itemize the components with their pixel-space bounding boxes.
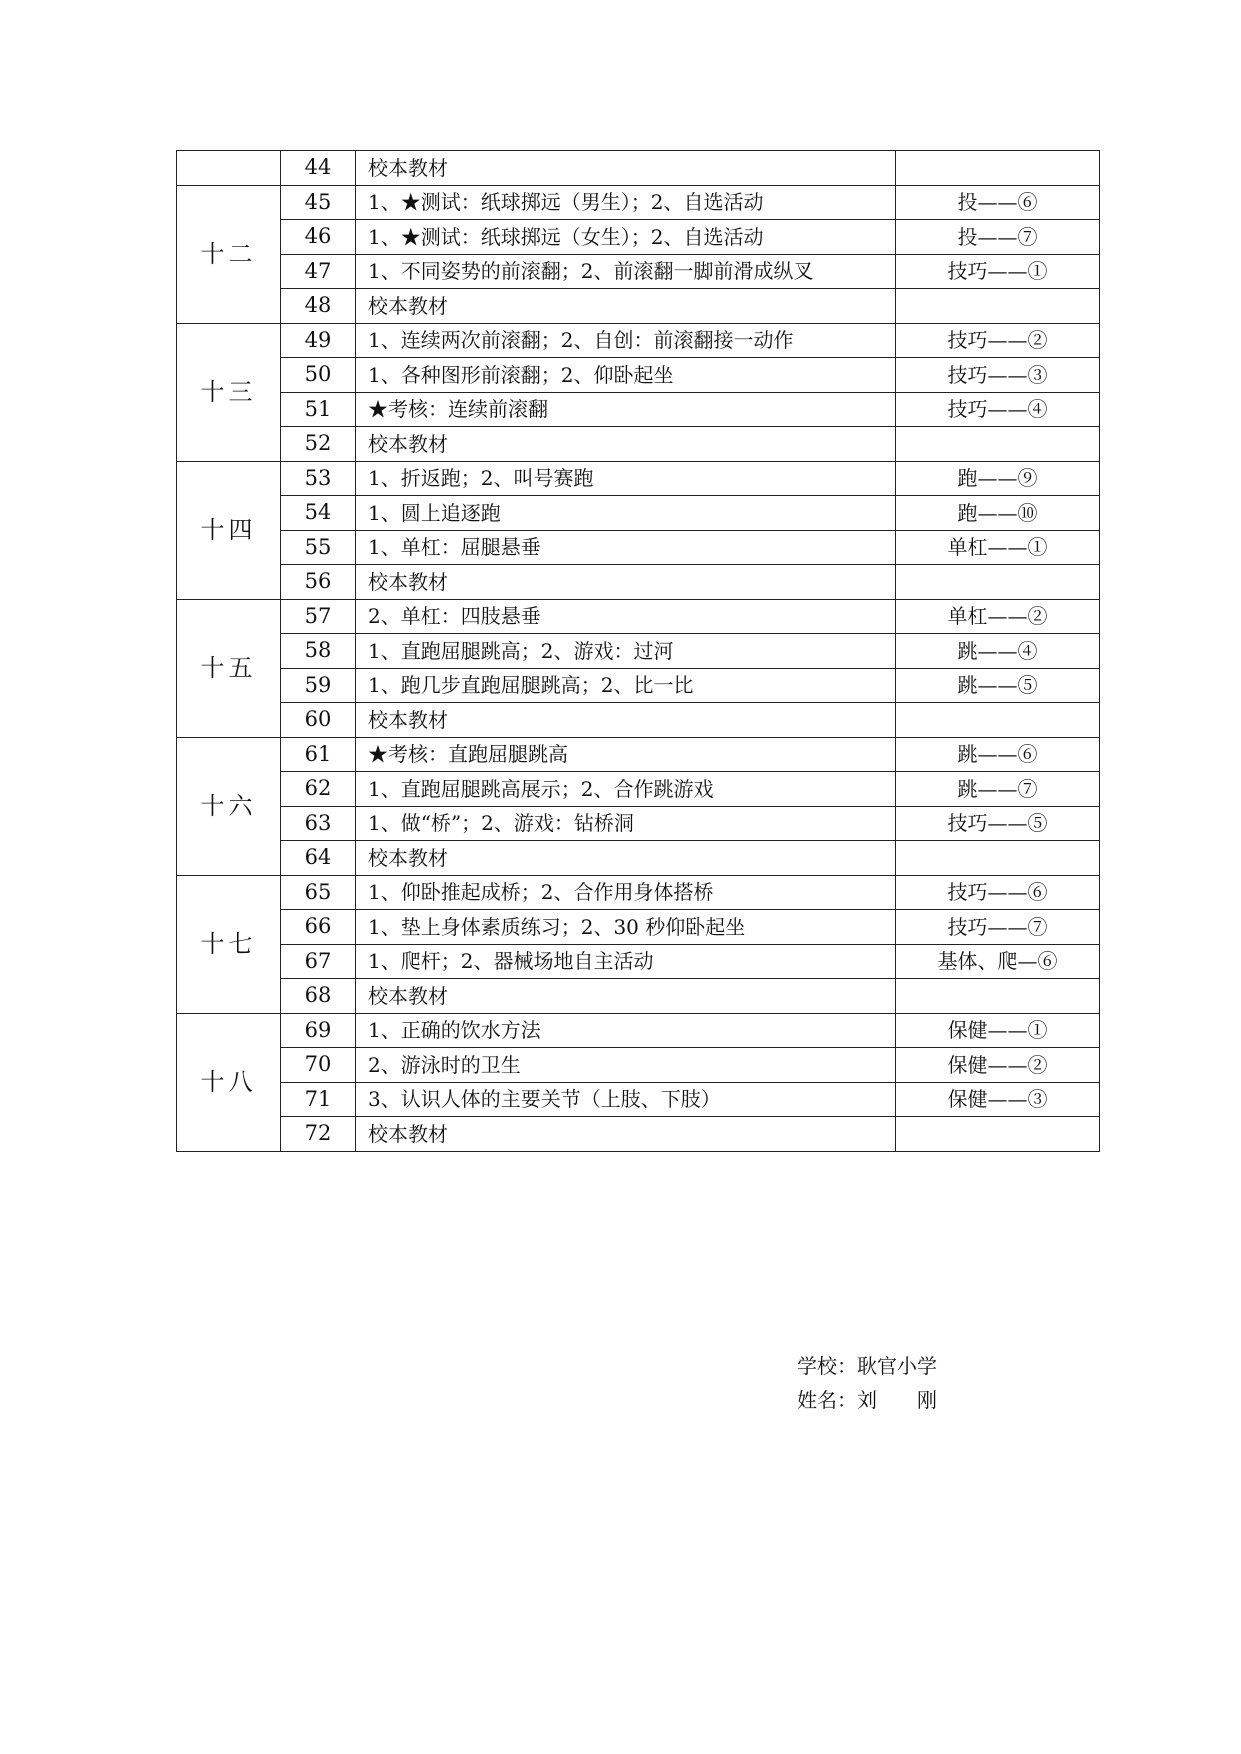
lesson-content-cell: 1、连续两次前滚翻；2、自创：前滚翻接一动作 bbox=[356, 323, 896, 358]
table-row bbox=[177, 634, 1100, 669]
lesson-number-cell: 52 bbox=[281, 427, 356, 462]
table-row bbox=[177, 841, 1100, 876]
textbook-code-cell: 跳——⑦ bbox=[896, 772, 1100, 807]
textbook-code-cell bbox=[896, 841, 1100, 876]
textbook-code-cell bbox=[896, 427, 1100, 462]
lesson-content-cell: 1、正确的饮水方法 bbox=[356, 1013, 896, 1048]
textbook-code-cell: 单杠——② bbox=[896, 599, 1100, 634]
table-row bbox=[177, 668, 1100, 703]
textbook-code-cell: 技巧——④ bbox=[896, 392, 1100, 427]
lesson-number-cell: 57 bbox=[281, 599, 356, 634]
lesson-number-cell: 47 bbox=[281, 254, 356, 289]
week-cell: 十八 bbox=[177, 1013, 281, 1151]
lesson-content-cell: 校本教材 bbox=[356, 151, 896, 186]
lesson-number-cell: 63 bbox=[281, 806, 356, 841]
table-row bbox=[177, 289, 1100, 324]
school-signature: 学校：耿官小学 bbox=[797, 1354, 937, 1378]
lesson-number-cell: 59 bbox=[281, 668, 356, 703]
textbook-code-cell: 投——⑦ bbox=[896, 220, 1100, 255]
lesson-content-cell: 2、游泳时的卫生 bbox=[356, 1048, 896, 1083]
lesson-content-cell: 1、仰卧推起成桥；2、合作用身体搭桥 bbox=[356, 875, 896, 910]
textbook-code-cell: 技巧——⑥ bbox=[896, 875, 1100, 910]
lesson-content-cell: 1、圆上追逐跑 bbox=[356, 496, 896, 531]
week-cell: 十六 bbox=[177, 737, 281, 875]
lesson-number-cell: 50 bbox=[281, 358, 356, 393]
table-row bbox=[177, 806, 1100, 841]
week-cell bbox=[177, 151, 281, 186]
week-cell: 十三 bbox=[177, 323, 281, 461]
textbook-code-cell: 保健——① bbox=[896, 1013, 1100, 1048]
textbook-code-cell: 跳——⑤ bbox=[896, 668, 1100, 703]
lesson-content-cell: 1、直跑屈腿跳高展示；2、合作跳游戏 bbox=[356, 772, 896, 807]
lesson-content-cell: ★考核：直跑屈腿跳高 bbox=[356, 737, 896, 772]
lesson-content-cell: 1、跑几步直跑屈腿跳高；2、比一比 bbox=[356, 668, 896, 703]
textbook-code-cell: 跳——④ bbox=[896, 634, 1100, 669]
table-row bbox=[177, 151, 1100, 186]
table-row bbox=[177, 1048, 1100, 1083]
lesson-content-cell: 1、爬杆；2、器械场地自主活动 bbox=[356, 944, 896, 979]
table-row bbox=[177, 496, 1100, 531]
lesson-content-cell: 1、★测试：纸球掷远（男生）；2、自选活动 bbox=[356, 185, 896, 220]
lesson-number-cell: 71 bbox=[281, 1082, 356, 1117]
lesson-number-cell: 60 bbox=[281, 703, 356, 738]
week-cell: 十七 bbox=[177, 875, 281, 1013]
week-cell: 十五 bbox=[177, 599, 281, 737]
table-row bbox=[177, 737, 1100, 772]
table-row bbox=[177, 875, 1100, 910]
textbook-code-cell: 跑——⑨ bbox=[896, 461, 1100, 496]
table-row bbox=[177, 358, 1100, 393]
lesson-number-cell: 48 bbox=[281, 289, 356, 324]
textbook-code-cell: 基体、爬—⑥ bbox=[896, 944, 1100, 979]
table-row bbox=[177, 461, 1100, 496]
textbook-code-cell: 保健——③ bbox=[896, 1082, 1100, 1117]
lesson-number-cell: 72 bbox=[281, 1117, 356, 1152]
lesson-content-cell: 2、单杠：四肢悬垂 bbox=[356, 599, 896, 634]
schedule-table bbox=[176, 150, 1100, 1152]
lesson-number-cell: 68 bbox=[281, 979, 356, 1014]
table-row bbox=[177, 772, 1100, 807]
lesson-content-cell: 校本教材 bbox=[356, 703, 896, 738]
lesson-number-cell: 58 bbox=[281, 634, 356, 669]
lesson-number-cell: 55 bbox=[281, 530, 356, 565]
lesson-number-cell: 53 bbox=[281, 461, 356, 496]
table-row bbox=[177, 185, 1100, 220]
textbook-code-cell bbox=[896, 289, 1100, 324]
table-row bbox=[177, 703, 1100, 738]
textbook-code-cell: 技巧——⑦ bbox=[896, 910, 1100, 945]
lesson-content-cell: 校本教材 bbox=[356, 1117, 896, 1152]
textbook-code-cell bbox=[896, 979, 1100, 1014]
textbook-code-cell: 单杠——① bbox=[896, 530, 1100, 565]
lesson-number-cell: 51 bbox=[281, 392, 356, 427]
lesson-number-cell: 54 bbox=[281, 496, 356, 531]
table-row bbox=[177, 599, 1100, 634]
week-cell: 十四 bbox=[177, 461, 281, 599]
lesson-content-cell: 1、垫上身体素质练习；2、30 秒仰卧起坐 bbox=[356, 910, 896, 945]
lesson-number-cell: 56 bbox=[281, 565, 356, 600]
textbook-code-cell: 技巧——③ bbox=[896, 358, 1100, 393]
table-row bbox=[177, 254, 1100, 289]
table-row bbox=[177, 323, 1100, 358]
textbook-code-cell bbox=[896, 565, 1100, 600]
lesson-content-cell: 1、★测试：纸球掷远（女生）；2、自选活动 bbox=[356, 220, 896, 255]
lesson-number-cell: 62 bbox=[281, 772, 356, 807]
lesson-content-cell: 校本教材 bbox=[356, 427, 896, 462]
textbook-code-cell: 技巧——② bbox=[896, 323, 1100, 358]
lesson-content-cell: 1、直跑屈腿跳高；2、游戏：过河 bbox=[356, 634, 896, 669]
table-row bbox=[177, 530, 1100, 565]
lesson-number-cell: 61 bbox=[281, 737, 356, 772]
lesson-number-cell: 69 bbox=[281, 1013, 356, 1048]
lesson-number-cell: 46 bbox=[281, 220, 356, 255]
lesson-number-cell: 70 bbox=[281, 1048, 356, 1083]
textbook-code-cell: 投——⑥ bbox=[896, 185, 1100, 220]
lesson-content-cell: 1、单杠：屈腿悬垂 bbox=[356, 530, 896, 565]
table-row bbox=[177, 1013, 1100, 1048]
textbook-code-cell: 保健——② bbox=[896, 1048, 1100, 1083]
lesson-number-cell: 49 bbox=[281, 323, 356, 358]
textbook-code-cell bbox=[896, 1117, 1100, 1152]
schedule-body bbox=[177, 151, 1100, 1152]
lesson-number-cell: 65 bbox=[281, 875, 356, 910]
table-row bbox=[177, 910, 1100, 945]
table-row bbox=[177, 1117, 1100, 1152]
textbook-code-cell: 跑——⑩ bbox=[896, 496, 1100, 531]
textbook-code-cell: 技巧——① bbox=[896, 254, 1100, 289]
lesson-content-cell: 校本教材 bbox=[356, 565, 896, 600]
textbook-code-cell bbox=[896, 703, 1100, 738]
name-signature: 姓名：刘 刚 bbox=[797, 1388, 937, 1412]
lesson-content-cell: 1、折返跑；2、叫号赛跑 bbox=[356, 461, 896, 496]
lesson-content-cell: 校本教材 bbox=[356, 979, 896, 1014]
table-row bbox=[177, 1082, 1100, 1117]
lesson-content-cell: 1、各种图形前滚翻；2、仰卧起坐 bbox=[356, 358, 896, 393]
table-row bbox=[177, 565, 1100, 600]
lesson-content-cell: 1、做“桥”；2、游戏：钻桥洞 bbox=[356, 806, 896, 841]
table-row bbox=[177, 944, 1100, 979]
lesson-content-cell: 1、不同姿势的前滚翻；2、前滚翻一脚前滑成纵叉 bbox=[356, 254, 896, 289]
week-cell: 十二 bbox=[177, 185, 281, 323]
lesson-content-cell: 3、认识人体的主要关节（上肢、下肢） bbox=[356, 1082, 896, 1117]
lesson-number-cell: 67 bbox=[281, 944, 356, 979]
table-row bbox=[177, 979, 1100, 1014]
textbook-code-cell: 跳——⑥ bbox=[896, 737, 1100, 772]
table-row bbox=[177, 392, 1100, 427]
textbook-code-cell: 技巧——⑤ bbox=[896, 806, 1100, 841]
lesson-number-cell: 45 bbox=[281, 185, 356, 220]
lesson-content-cell: 校本教材 bbox=[356, 841, 896, 876]
lesson-content-cell: 校本教材 bbox=[356, 289, 896, 324]
table-row bbox=[177, 220, 1100, 255]
lesson-content-cell: ★考核：连续前滚翻 bbox=[356, 392, 896, 427]
lesson-number-cell: 66 bbox=[281, 910, 356, 945]
textbook-code-cell bbox=[896, 151, 1100, 186]
lesson-number-cell: 64 bbox=[281, 841, 356, 876]
table-row bbox=[177, 427, 1100, 462]
lesson-number-cell: 44 bbox=[281, 151, 356, 186]
